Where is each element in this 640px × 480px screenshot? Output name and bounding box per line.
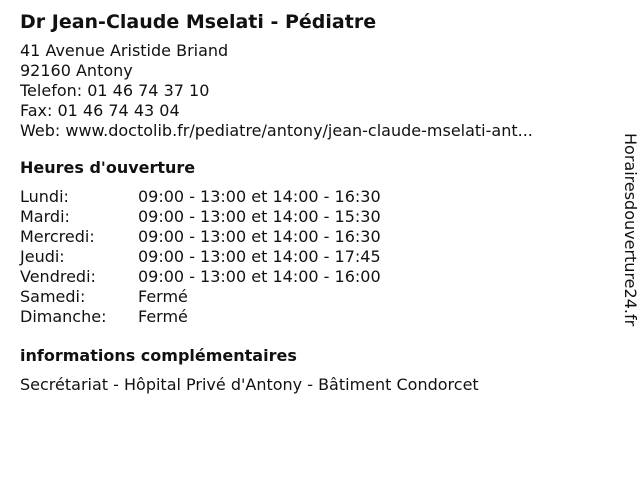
day-label: Dimanche:: [20, 307, 107, 326]
day-hours: Fermé: [138, 287, 188, 306]
address-block: [20, 41, 600, 141]
phone-number: Telefon: 01 46 74 37 10: [20, 81, 210, 100]
additional-info-heading: informations complémentaires: [20, 346, 297, 365]
website-link[interactable]: www.doctolib.fr/pediatre/antony/jean-claude-mselati-ant...: [65, 121, 533, 140]
hours-row-monday: [20, 187, 600, 207]
hours-row-sunday: [20, 307, 600, 327]
page-title: Dr Jean-Claude Mselati - Pédiatre: [20, 11, 377, 33]
additional-info-text: Secrétariat - Hôpital Privé d'Antony - Bâtiment Condorcet: [20, 375, 479, 394]
hours-row-thursday: [20, 247, 600, 267]
day-label: Mercredi:: [20, 227, 95, 246]
day-hours: 09:00 - 13:00 et 14:00 - 16:30: [138, 227, 381, 246]
opening-hours-heading: Heures d'ouverture: [20, 158, 196, 177]
hours-row-tuesday: [20, 207, 600, 227]
day-hours: Fermé: [138, 307, 188, 326]
practice-card: [20, 10, 600, 395]
day-label: Lundi:: [20, 187, 69, 206]
day-label: Jeudi:: [20, 247, 65, 266]
hours-row-wednesday: [20, 227, 600, 247]
street-address: 41 Avenue Aristide Briand: [20, 41, 229, 60]
day-label: Mardi:: [20, 207, 70, 226]
day-hours: 09:00 - 13:00 et 14:00 - 17:45: [138, 247, 381, 266]
site-watermark: Horairesdouverture24.fr: [621, 133, 640, 327]
hours-row-friday: [20, 267, 600, 287]
city-postcode: 92160 Antony: [20, 61, 133, 80]
day-label: Samedi:: [20, 287, 86, 306]
opening-hours-table: [20, 187, 600, 327]
day-label: Vendredi:: [20, 267, 96, 286]
day-hours: 09:00 - 13:00 et 14:00 - 16:00: [138, 267, 381, 286]
day-hours: 09:00 - 13:00 et 14:00 - 16:30: [138, 187, 381, 206]
day-hours: 09:00 - 13:00 et 14:00 - 15:30: [138, 207, 381, 226]
hours-row-saturday: [20, 287, 600, 307]
website-label: Web:: [20, 121, 66, 140]
fax-number: Fax: 01 46 74 43 04: [20, 101, 180, 120]
website-line: [20, 121, 600, 141]
